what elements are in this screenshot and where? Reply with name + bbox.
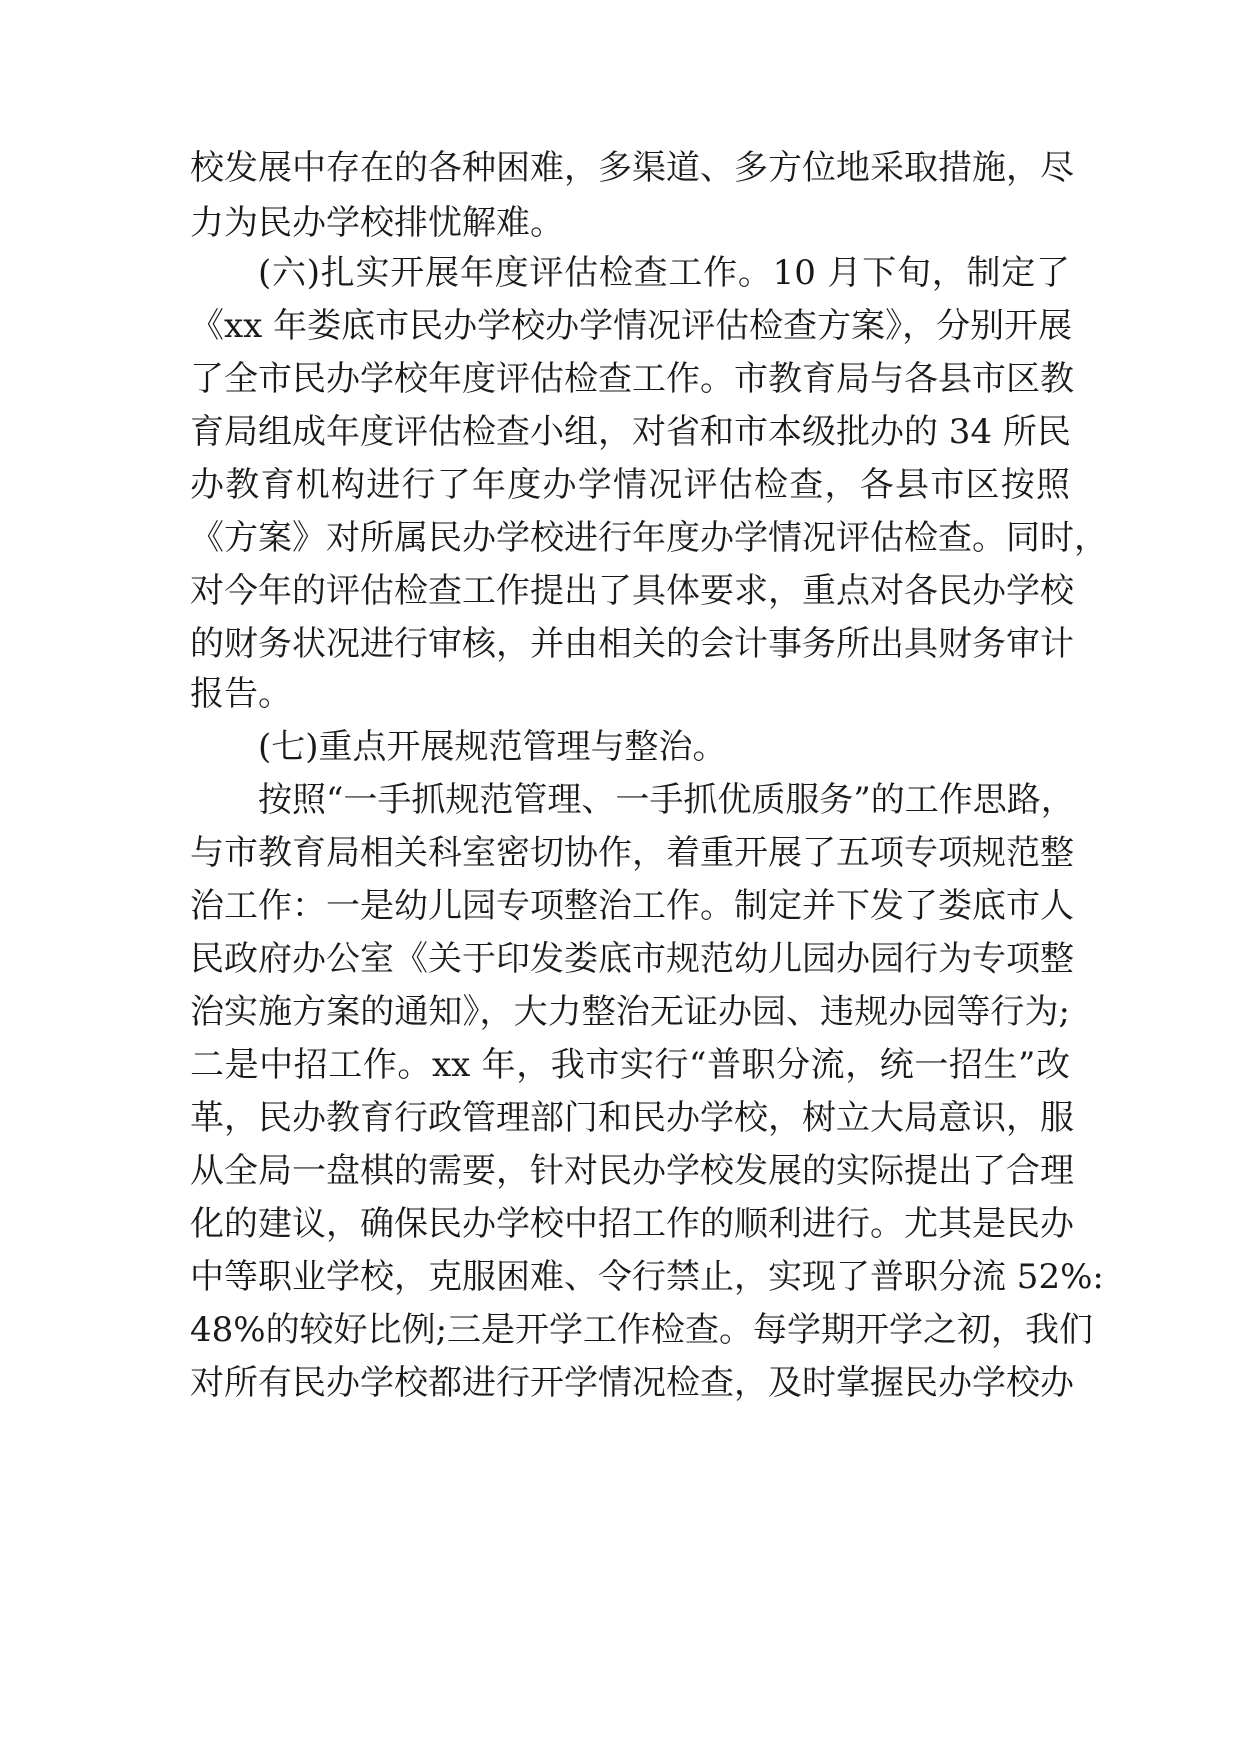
text-line: 《xx 年娄底市民办学校办学情况评估检查方案》，分别开展	[190, 306, 1073, 346]
text-line: 对所有民办学校都进行开学情况检查，及时掌握民办学校办	[190, 1363, 1074, 1403]
text-line: 报告。	[190, 674, 292, 714]
text-line: 48%的较好比例;三是开学工作检查。每学期开学之初，我们	[190, 1310, 1094, 1350]
text-line: 二是中招工作。xx 年，我市实行“普职分流，统一招生”改	[190, 1045, 1070, 1085]
section-heading: (六)扎实开展年度评估检查工作。10 月下旬，制定了	[258, 253, 1070, 293]
text-line: 对今年的评估检查工作提出了具体要求，重点对各民办学校	[190, 571, 1074, 611]
text-line: 按照“一手抓规范管理、一手抓优质服务”的工作思路，	[258, 780, 1075, 820]
text-line: 与市教育局相关科室密切协作，着重开展了五项专项规范整	[190, 833, 1074, 873]
text-line: 民政府办公室《关于印发娄底市规范幼儿园办园行为专项整	[190, 939, 1074, 979]
text-line: 中等职业学校，克服困难、令行禁止，实现了普职分流 52%:	[190, 1257, 1104, 1297]
text-line: 从全局一盘棋的需要，针对民办学校发展的实际提出了合理	[190, 1151, 1074, 1191]
text-line: 革，民办教育行政管理部门和民办学校，树立大局意识，服	[190, 1098, 1074, 1138]
text-line: 治实施方案的通知》，大力整治无证办园、违规办园等行为;	[190, 992, 1070, 1032]
section-heading: (七)重点开展规范管理与整治。	[258, 727, 727, 767]
text-line: 的财务状况进行审核，并由相关的会计事务所出具财务审计	[190, 624, 1074, 664]
text-line: 《方案》对所属民办学校进行年度办学情况评估检查。同时，	[190, 518, 1108, 558]
text-line: 育局组成年度评估检查小组，对省和市本级批办的 34 所民	[190, 412, 1071, 452]
text-line: 治工作：一是幼儿园专项整治工作。制定并下发了娄底市人	[190, 886, 1074, 926]
text-line: 化的建议，确保民办学校中招工作的顺利进行。尤其是民办	[190, 1204, 1074, 1244]
text-line: 了全市民办学校年度评估检查工作。市教育局与各县市区教	[190, 359, 1074, 399]
text-line: 力为民办学校排忧解难。	[190, 203, 564, 243]
text-line: 办教育机构进行了年度办学情况评估检查，各县市区按照	[190, 465, 1070, 505]
text-line: 校发展中存在的各种困难，多渠道、多方位地采取措施，尽	[190, 148, 1074, 188]
